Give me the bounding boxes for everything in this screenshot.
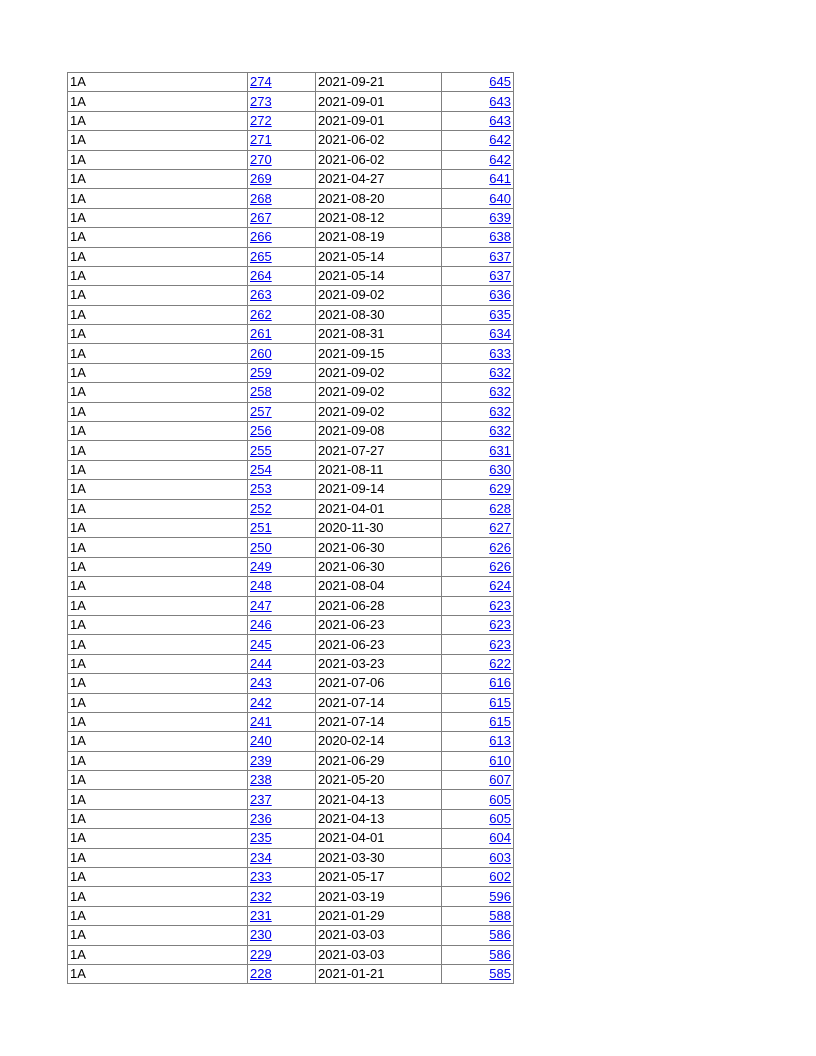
date-cell: 2021-06-02 [316,150,442,169]
ref-link[interactable]: 632 [442,402,514,421]
id-link[interactable]: 251 [248,518,316,537]
group-cell: 1A [68,518,248,537]
ref-link[interactable]: 586 [442,945,514,964]
table-row [68,906,514,925]
group-cell: 1A [68,577,248,596]
date-cell: 2021-09-02 [316,402,442,421]
table-row [68,422,514,441]
ref-link[interactable]: 626 [442,557,514,576]
date-cell: 2021-06-30 [316,538,442,557]
date-cell: 2021-09-02 [316,383,442,402]
ref-link[interactable]: 624 [442,577,514,596]
ref-link[interactable]: 586 [442,926,514,945]
table-row [68,499,514,518]
id-link[interactable]: 271 [248,131,316,150]
date-cell: 2021-09-01 [316,92,442,111]
ref-link[interactable]: 605 [442,809,514,828]
table-row [68,732,514,751]
date-cell: 2021-08-30 [316,305,442,324]
table-row [68,635,514,654]
id-link[interactable]: 266 [248,228,316,247]
id-link[interactable]: 247 [248,596,316,615]
ref-link[interactable]: 633 [442,344,514,363]
date-cell: 2021-08-11 [316,460,442,479]
ref-link[interactable]: 630 [442,460,514,479]
group-cell: 1A [68,208,248,227]
id-link[interactable]: 231 [248,906,316,925]
ref-link[interactable]: 623 [442,635,514,654]
date-cell: 2021-04-27 [316,169,442,188]
ref-link[interactable]: 640 [442,189,514,208]
group-cell: 1A [68,674,248,693]
date-cell: 2021-06-23 [316,635,442,654]
ref-link[interactable]: 603 [442,848,514,867]
ref-link[interactable]: 642 [442,150,514,169]
ref-link[interactable]: 635 [442,305,514,324]
table-row [68,868,514,887]
id-link[interactable]: 236 [248,809,316,828]
id-link[interactable]: 261 [248,325,316,344]
id-link[interactable]: 244 [248,654,316,673]
table-row [68,596,514,615]
table-row [68,344,514,363]
date-cell: 2021-07-06 [316,674,442,693]
date-cell: 2021-06-23 [316,615,442,634]
date-cell: 2021-08-20 [316,189,442,208]
id-link[interactable]: 255 [248,441,316,460]
ref-link[interactable]: 643 [442,111,514,130]
id-link[interactable]: 228 [248,964,316,983]
group-cell: 1A [68,712,248,731]
id-link[interactable]: 232 [248,887,316,906]
date-cell: 2021-03-23 [316,654,442,673]
id-link[interactable]: 272 [248,111,316,130]
id-link[interactable]: 263 [248,286,316,305]
group-cell: 1A [68,906,248,925]
date-cell: 2021-09-08 [316,422,442,441]
date-cell: 2021-08-04 [316,577,442,596]
ref-link[interactable]: 585 [442,964,514,983]
id-link[interactable]: 259 [248,363,316,382]
ref-link[interactable]: 641 [442,169,514,188]
group-cell: 1A [68,557,248,576]
table-row [68,712,514,731]
ref-link[interactable]: 610 [442,751,514,770]
group-cell: 1A [68,111,248,130]
id-link[interactable]: 252 [248,499,316,518]
group-cell: 1A [68,228,248,247]
table-row [68,557,514,576]
table-row [68,325,514,344]
ref-link[interactable]: 626 [442,538,514,557]
ref-link[interactable]: 645 [442,73,514,92]
date-cell: 2021-03-30 [316,848,442,867]
data-table [67,72,514,984]
table-row [68,286,514,305]
ref-link[interactable]: 605 [442,790,514,809]
group-cell: 1A [68,325,248,344]
id-link[interactable]: 254 [248,460,316,479]
date-cell: 2021-05-17 [316,868,442,887]
group-cell: 1A [68,790,248,809]
group-cell: 1A [68,538,248,557]
group-cell: 1A [68,247,248,266]
table-row [68,208,514,227]
ref-link[interactable]: 632 [442,422,514,441]
group-cell: 1A [68,460,248,479]
table-row [68,654,514,673]
id-link[interactable]: 243 [248,674,316,693]
ref-link[interactable]: 616 [442,674,514,693]
table-row [68,305,514,324]
table-row [68,247,514,266]
id-link[interactable]: 239 [248,751,316,770]
id-link[interactable]: 248 [248,577,316,596]
id-link[interactable]: 234 [248,848,316,867]
table-row [68,150,514,169]
group-cell: 1A [68,480,248,499]
group-cell: 1A [68,92,248,111]
group-cell: 1A [68,286,248,305]
date-cell: 2021-03-03 [316,945,442,964]
ref-link[interactable]: 637 [442,266,514,285]
date-cell: 2021-01-29 [316,906,442,925]
id-link[interactable]: 240 [248,732,316,751]
table-row [68,964,514,983]
table-row [68,945,514,964]
id-link[interactable]: 253 [248,480,316,499]
table-row [68,363,514,382]
ref-link[interactable]: 637 [442,247,514,266]
table-row [68,383,514,402]
date-cell: 2021-05-20 [316,771,442,790]
table-row [68,790,514,809]
id-link[interactable]: 249 [248,557,316,576]
table-row [68,848,514,867]
date-cell: 2021-09-14 [316,480,442,499]
table-row [68,674,514,693]
group-cell: 1A [68,868,248,887]
table-row [68,615,514,634]
table-row [68,538,514,557]
group-cell: 1A [68,266,248,285]
date-cell: 2021-05-14 [316,247,442,266]
ref-link[interactable]: 632 [442,383,514,402]
id-link[interactable]: 270 [248,150,316,169]
ref-link[interactable]: 607 [442,771,514,790]
group-cell: 1A [68,964,248,983]
table-row [68,693,514,712]
id-link[interactable]: 265 [248,247,316,266]
ref-link[interactable]: 602 [442,868,514,887]
group-cell: 1A [68,615,248,634]
group-cell: 1A [68,73,248,92]
ref-link[interactable]: 642 [442,131,514,150]
table-row [68,926,514,945]
group-cell: 1A [68,945,248,964]
id-link[interactable]: 229 [248,945,316,964]
table-row [68,771,514,790]
group-cell: 1A [68,926,248,945]
date-cell: 2021-07-27 [316,441,442,460]
ref-link[interactable]: 632 [442,363,514,382]
date-cell: 2021-04-01 [316,499,442,518]
group-cell: 1A [68,693,248,712]
date-cell: 2021-05-14 [316,266,442,285]
date-cell: 2021-01-21 [316,964,442,983]
table-row [68,402,514,421]
date-cell: 2021-09-21 [316,73,442,92]
id-link[interactable]: 238 [248,771,316,790]
group-cell: 1A [68,189,248,208]
date-cell: 2021-06-30 [316,557,442,576]
ref-link[interactable]: 604 [442,829,514,848]
ref-link[interactable]: 623 [442,615,514,634]
id-link[interactable]: 269 [248,169,316,188]
id-link[interactable]: 267 [248,208,316,227]
table-row [68,189,514,208]
ref-link[interactable]: 643 [442,92,514,111]
table-row [68,131,514,150]
group-cell: 1A [68,169,248,188]
table-row [68,887,514,906]
ref-link[interactable]: 636 [442,286,514,305]
date-cell: 2021-09-15 [316,344,442,363]
id-link[interactable]: 260 [248,344,316,363]
id-link[interactable]: 245 [248,635,316,654]
date-cell: 2021-06-29 [316,751,442,770]
group-cell: 1A [68,654,248,673]
ref-link[interactable]: 596 [442,887,514,906]
id-link[interactable]: 262 [248,305,316,324]
ref-link[interactable]: 615 [442,693,514,712]
table-body [68,73,514,984]
date-cell: 2021-07-14 [316,693,442,712]
date-cell: 2020-02-14 [316,732,442,751]
table-row [68,441,514,460]
id-link[interactable]: 264 [248,266,316,285]
date-cell: 2021-04-13 [316,790,442,809]
table-row [68,518,514,537]
date-cell: 2021-09-02 [316,286,442,305]
table-row [68,92,514,111]
date-cell: 2021-09-01 [316,111,442,130]
id-link[interactable]: 257 [248,402,316,421]
group-cell: 1A [68,751,248,770]
group-cell: 1A [68,732,248,751]
table-row [68,480,514,499]
group-cell: 1A [68,771,248,790]
group-cell: 1A [68,499,248,518]
date-cell: 2021-04-01 [316,829,442,848]
table-row [68,809,514,828]
date-cell: 2020-11-30 [316,518,442,537]
ref-link[interactable]: 629 [442,480,514,499]
group-cell: 1A [68,344,248,363]
group-cell: 1A [68,363,248,382]
ref-link[interactable]: 627 [442,518,514,537]
table-row [68,460,514,479]
id-link[interactable]: 246 [248,615,316,634]
date-cell: 2021-03-19 [316,887,442,906]
table-row [68,266,514,285]
ref-link[interactable]: 638 [442,228,514,247]
group-cell: 1A [68,150,248,169]
id-link[interactable]: 268 [248,189,316,208]
date-cell: 2021-09-02 [316,363,442,382]
date-cell: 2021-06-28 [316,596,442,615]
date-cell: 2021-08-31 [316,325,442,344]
group-cell: 1A [68,829,248,848]
ref-link[interactable]: 628 [442,499,514,518]
group-cell: 1A [68,402,248,421]
id-link[interactable]: 233 [248,868,316,887]
group-cell: 1A [68,887,248,906]
id-link[interactable]: 235 [248,829,316,848]
group-cell: 1A [68,422,248,441]
id-link[interactable]: 241 [248,712,316,731]
date-cell: 2021-08-19 [316,228,442,247]
ref-link[interactable]: 588 [442,906,514,925]
table-row [68,169,514,188]
id-link[interactable]: 258 [248,383,316,402]
date-cell: 2021-06-02 [316,131,442,150]
date-cell: 2021-04-13 [316,809,442,828]
group-cell: 1A [68,809,248,828]
ref-link[interactable]: 613 [442,732,514,751]
ref-link[interactable]: 623 [442,596,514,615]
id-link[interactable]: 256 [248,422,316,441]
group-cell: 1A [68,596,248,615]
id-link[interactable]: 273 [248,92,316,111]
table-row [68,751,514,770]
ref-link[interactable]: 622 [442,654,514,673]
date-cell: 2021-07-14 [316,712,442,731]
id-link[interactable]: 250 [248,538,316,557]
group-cell: 1A [68,848,248,867]
date-cell: 2021-08-12 [316,208,442,227]
group-cell: 1A [68,131,248,150]
ref-link[interactable]: 615 [442,712,514,731]
ref-link[interactable]: 631 [442,441,514,460]
table-row [68,829,514,848]
group-cell: 1A [68,305,248,324]
id-link[interactable]: 237 [248,790,316,809]
id-link[interactable]: 242 [248,693,316,712]
id-link[interactable]: 274 [248,73,316,92]
ref-link[interactable]: 634 [442,325,514,344]
id-link[interactable]: 230 [248,926,316,945]
table-row [68,111,514,130]
group-cell: 1A [68,635,248,654]
table-row [68,73,514,92]
table-row [68,577,514,596]
ref-link[interactable]: 639 [442,208,514,227]
group-cell: 1A [68,441,248,460]
date-cell: 2021-03-03 [316,926,442,945]
group-cell: 1A [68,383,248,402]
table-row [68,228,514,247]
